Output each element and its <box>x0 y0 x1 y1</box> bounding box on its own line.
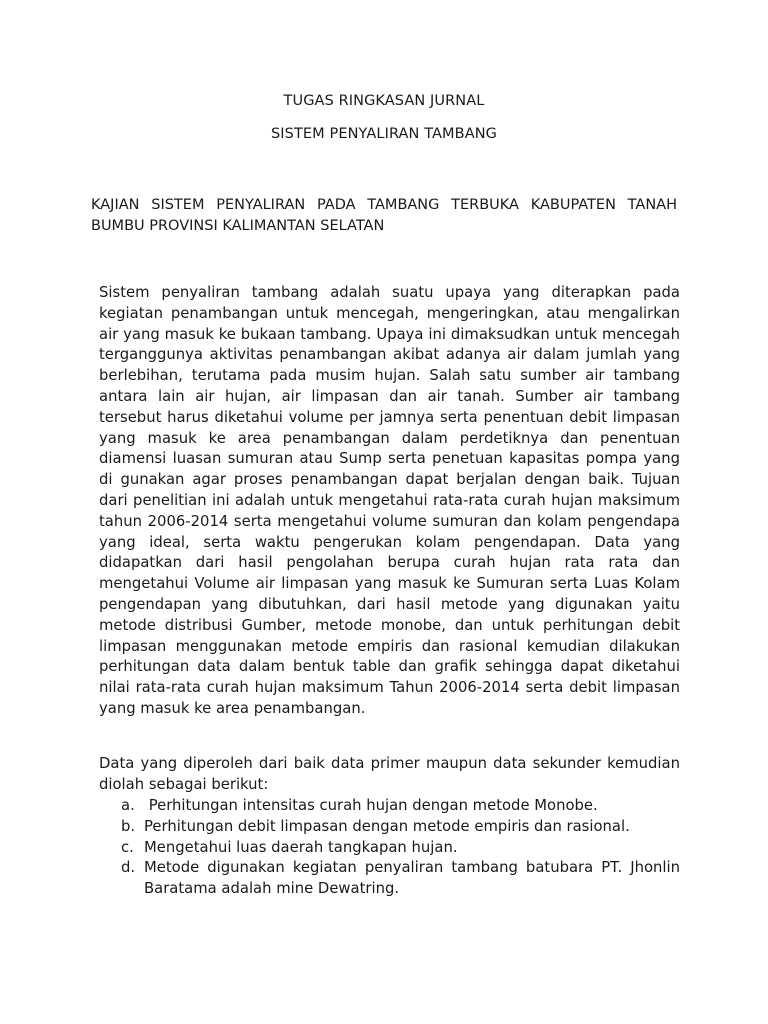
journal-title: KAJIAN SISTEM PENYALIRAN PADA TAMBANG TERBUKA KABUPATEN TANAH BUMBU PROVINSI KALIMANTAN SELATAN <box>91 197 677 234</box>
list-item <box>99 858 680 900</box>
list-item <box>99 796 680 817</box>
list-item-text: Mengetahui luas daerah tangkapan hujan. <box>144 838 458 856</box>
abstract-paragraph: Sistem penyaliran tambang adalah suatu upaya yang diterapkan pada kegiatan penambangan untuk mencegah, mengeringkan, atau mengalirkan air yang masuk ke bukaan tambang. Upaya ini dimaksudkan untuk mencegah terganggunya aktivitas penambangan akibat adanya air dalam jumlah yang berlebihan, terutama pada musim hujan. Salah satu sumber air tambang antara lain air hujan, air limpasan dan air tanah. Sumber air tambang tersebut harus diketahui volume per jamnya serta penentuan debit limpasan yang masuk ke area penambangan dalam perdetiknya dan penentuan diamensi luasan sumuran atau Sump serta penetuan kapasitas pompa yang di gunakan agar proses penambangan dapat berjalan dengan baik. Tujuan dari penelitian ini adalah untuk mengetahui rata-rata curah hujan maksimum tahun 2006-2014 serta mengetahui volume sumuran dan kolam pengendapa yang ideal, serta waktu pengerukan kolam pengendapan. Data yang didapatkan dari hasil pengolahan berupa curah hujan rata rata dan mengetahui Volume air limpasan yang masuk ke Sumuran serta Luas Kolam pengendapan yang dibutuhkan, dari hasil metode yang digunakan yaitu metode distribusi Gumber, metode monobe, dan untuk perhitungan debit limpasan menggunakan metode empiris dan rasional kemudian dilakukan perhitungan data dalam bentuk table dan grafik sehingga dapat diketahui nilai rata-rata curah hujan maksimum Tahun 2006-2014 serta debit limpasan yang masuk ke area penambangan. <box>99 284 680 717</box>
list-item-text: Perhitungan debit limpasan dengan metode empiris dan rasional. <box>144 817 630 835</box>
list-marker: d. <box>121 859 136 877</box>
subject-heading: SISTEM PENYALIRAN TAMBANG <box>270 126 498 142</box>
list-item <box>99 838 680 859</box>
list-marker: a. <box>121 797 135 814</box>
data-intro-paragraph: Data yang diperoleh dari baik data primer maupun data sekunder kemudian diolah sebagai berikut: <box>99 755 680 793</box>
list-marker: b. <box>121 817 136 835</box>
processing-steps-list <box>99 796 680 900</box>
list-marker: c. <box>121 838 134 856</box>
assignment-heading: TUGAS RINGKASAN JURNAL <box>283 93 485 109</box>
list-item-text: Perhitungan intensitas curah hujan dengan metode Monobe. <box>144 797 598 814</box>
list-item-text: Metode digunakan kegiatan penyaliran tambang batubara PT. Jhonlin Baratama adalah mine Dewatring. <box>144 859 680 898</box>
list-item <box>99 817 680 838</box>
